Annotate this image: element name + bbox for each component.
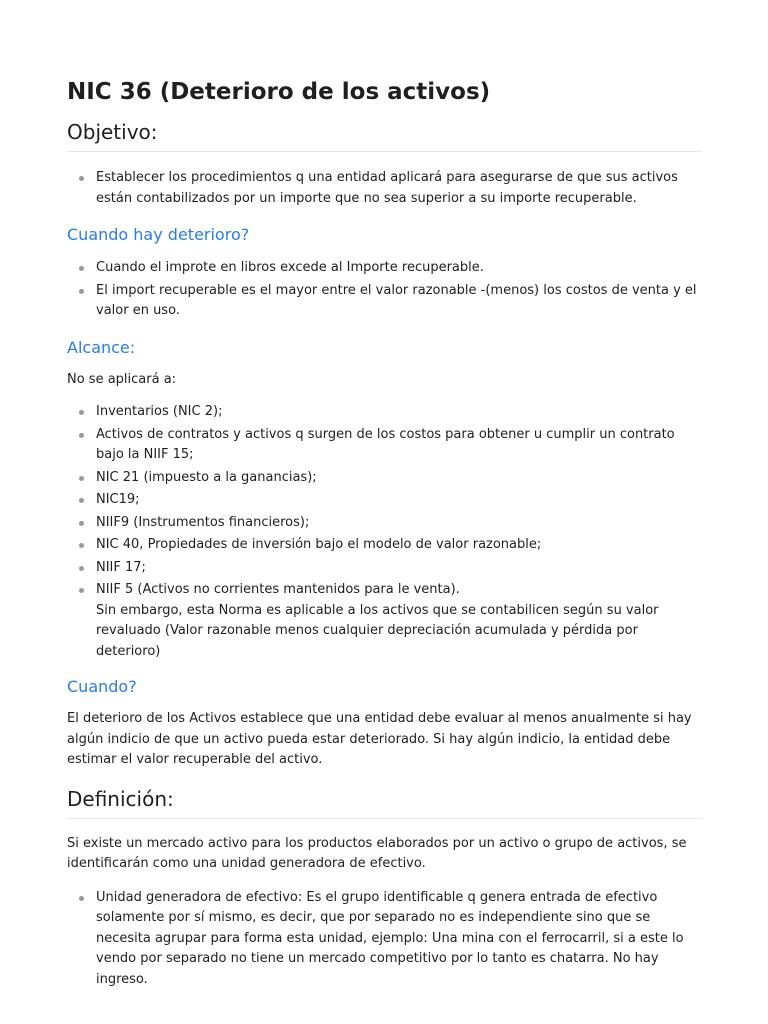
list-item: Unidad generadora de efectivo: Es el grupo identificable q genera entrada de efectivo solamente por sí mismo, es decir, que por separado no es independiente sino que se necesita agrupar para forma esta unidad, ejemplo: Una mina con el ferrocarril, si a este lo vendo por separado no tiene un mercado competitivo por lo tanto es chatarra. No hay ingreso. bbox=[67, 888, 702, 991]
bullet-icon bbox=[79, 433, 84, 438]
heading-cuando: Cuando? bbox=[67, 677, 137, 696]
bullet-icon bbox=[79, 289, 84, 294]
heading-cuando-hay-deterioro: Cuando hay deterioro? bbox=[67, 225, 250, 244]
bullet-icon bbox=[79, 896, 84, 901]
list-item: NIIF 5 (Activos no corrientes mantenidos para le venta). Sin embargo, esta Norma es aplicable a los activos que se contabilicen según su valor revaluado (Valor razonable menos cualquier depreciación acumulada y pérdida por deterioro) bbox=[67, 580, 702, 662]
alcance-intro: No se aplicará a: bbox=[67, 371, 177, 387]
bullet-icon bbox=[79, 266, 84, 271]
definicion-text: Si existe un mercado activo para los productos elaborados por un activo o grupo de activos, se identificarán como una unidad generadora de efectivo. bbox=[67, 835, 687, 871]
list-item: El import recuperable es el mayor entre el valor razonable -(menos) los costos de venta y el valor en uso. bbox=[67, 281, 702, 322]
heading-alcance: Alcance: bbox=[67, 337, 136, 357]
page-title: NIC 36 (Deterioro de los activos) bbox=[67, 79, 491, 105]
cuando-text: El deterioro de los Activos establece que una entidad debe evaluar al menos anualmente si hay algún indicio de que un activo pueda estar deteriorado. Si hay algún indicio, la entidad debe estimar el valor recuperable del activo. bbox=[67, 711, 692, 767]
bullet-icon bbox=[79, 498, 84, 503]
bullet-icon bbox=[79, 588, 84, 593]
list-item: NIC19; bbox=[67, 490, 702, 511]
bullet-icon bbox=[79, 176, 84, 181]
list-item: Establecer los procedimientos q una entidad aplicará para asegurarse de que sus activos están contabilizados por un importe que no sea superior a su importe recuperable. bbox=[67, 168, 702, 209]
list-item: Inventarios (NIC 2); bbox=[67, 402, 702, 423]
list-deterioro bbox=[67, 258, 702, 322]
list-objetivo bbox=[67, 168, 702, 209]
bullet-icon bbox=[79, 521, 84, 526]
list-item-note: Sin embargo, esta Norma es aplicable a los activos que se contabilicen según su valor revaluado (Valor razonable menos cualquier depreciación acumulada y pérdida por deterioro) bbox=[96, 602, 659, 659]
list-alcance bbox=[67, 402, 702, 662]
bullet-icon bbox=[79, 410, 84, 415]
heading-definicion: Definición: bbox=[67, 784, 702, 819]
list-item: Activos de contratos y activos q surgen de los costos para obtener u cumplir un contrato bajo la NIIF 15; bbox=[67, 425, 702, 466]
bullet-icon bbox=[79, 566, 84, 571]
list-item: NIC 21 (impuesto a la ganancias); bbox=[67, 468, 702, 489]
list-item: Cuando el improte en libros excede al Importe recuperable. bbox=[67, 258, 702, 279]
bullet-icon bbox=[79, 543, 84, 548]
heading-objetivo: Objetivo: bbox=[67, 117, 702, 152]
list-item: NIC 40, Propiedades de inversión bajo el modelo de valor razonable; bbox=[67, 535, 702, 556]
bullet-icon bbox=[79, 476, 84, 481]
list-item: NIIF 17; bbox=[67, 558, 702, 579]
list-item: NIIF9 (Instrumentos financieros); bbox=[67, 513, 702, 534]
list-definicion bbox=[67, 888, 702, 991]
